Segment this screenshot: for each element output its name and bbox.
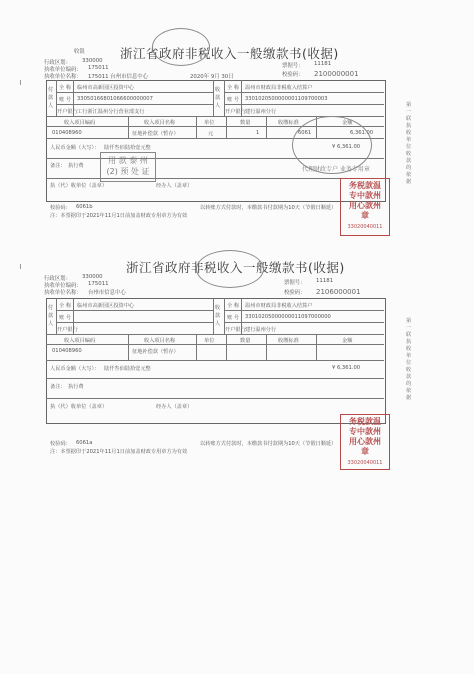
receipt-1-payer-bank-label: 开户银行 [57,109,78,115]
receipt-2-col-qty: 数量 [240,338,251,344]
receipt-2-serial-label: 校验码： [284,290,306,296]
receipt-1-instruction: 以转账方式付款时，本缴款书付款期为10天（节假日顺延） [200,205,337,211]
receipt-2-ticket-no: 11181 [316,278,334,284]
receipt-1-red-stamp-line-4: 章 [361,211,369,220]
receipt-1-payer-name-label: 全 称 [59,85,72,91]
receipt-2-instruction: 以转账方式付款时，本缴款书付款期为10天（节假日顺延） [200,441,337,447]
receipt-2-unit-code-label: 执收单位编码： [44,283,82,289]
receipt-2-payer-account-label: 账 号 [59,315,72,321]
receipt-1-col-std: 收缴标准 [278,120,299,126]
receipt-2-ticket-no-label: 票据号： [284,280,306,286]
receipt-2-total-upper: 陆仟叁佰陆拾壹元整 [104,366,151,372]
receipt-2 [0,252,474,517]
receipt-1-payee-account: 3301020500000001109700003 [245,96,328,102]
receipt-1-footer: 注：本票据印于2021年11月1日前加盖财政专用章方为有效 [50,213,188,219]
receipt-2-payer-name-label: 全 称 [59,303,72,309]
receipt-2-red-stamp-line-4: 章 [361,447,369,456]
receipt-1-payee-bank: 建行温州分行 [245,109,277,115]
receipt-2-title: 浙江省政府非税收入一般缴款书(收据) [126,260,345,275]
receipt-2-red-stamp-line-2: 专中款州 [349,427,381,436]
receipt-1-payer-account-label: 账 号 [59,97,72,103]
receipt-2-check-value: 6061a [76,440,93,446]
receipt-2-payee-name-label: 全 称 [227,303,240,309]
receipt-2-payee-bank: 建行温州分行 [245,327,277,333]
receipt-2-item-code: 010408960 [52,348,82,354]
receipt-2-payee-account: 33010205000000011097000000 [245,314,331,320]
receipt-1-item-amount: 6,361.00 [350,130,374,136]
receipt-1-check-label: 校验码： [50,205,71,211]
receipt-2-payer-name: 临州市高新园区投资中心 [77,303,135,309]
receipt-1-payee-bank-label: 开户银行 [225,109,246,115]
receipt-2-red-stamp-line-1: 务税款温 [349,417,381,426]
receipt-1-unit-name-label: 执收单位名称： [44,74,82,80]
receipt-2-unit-code: 175011 [88,281,109,287]
receipt-2-remark: 执行费 [68,384,84,390]
receipt-1-item-qty: 1 [256,130,260,136]
receipt-1-ticket-no: 11181 [314,61,332,67]
receipt-1-region-label: 行政区划： [44,60,71,66]
receipt-2-region-code: 330000 [82,274,103,280]
receipt-1-item-std: 6061 [298,130,312,136]
receipt-1-unit-code-label: 执收单位编码： [44,67,82,73]
receipt-1-total-upper: 陆仟叁佰陆拾壹元整 [104,145,151,151]
receipt-1-red-stamp [340,178,390,236]
receipt-2-round-stamp [196,250,264,288]
receipt-2-payee-heading: 收款人 [215,305,221,327]
receipt-1 [0,18,474,283]
receipt-2-handler-sign-label: 经办人（盖章） [156,404,193,410]
receipt-2-item-name: 征地补偿款（暂存） [132,349,179,355]
receipt-1-remark: 执行费 [68,163,84,169]
receipt-1-unit-name: 175011 台州市信息中心 [88,74,149,80]
receipt-1-remark-label: 备注： [50,163,66,169]
receipt-2-payee-account-label: 账 号 [227,315,240,321]
receipt-1-grey-stamp-line-1: 用 款 泰 州 [108,156,148,165]
receipt-2-col-std: 收缴标准 [278,338,299,344]
receipt-2-region-label: 行政区划： [44,276,71,282]
receipt-1-red-stamp-line-1: 务税款温 [349,181,381,190]
receipt-2-total-label: 人民币金额（大写）： [50,366,100,372]
receipt-1-total-label: 人民币金额（大写）： [50,145,100,151]
receipt-2-red-stamp [340,414,390,470]
receipt-1-red-stamp-number: 33020040011 [347,224,383,230]
receipt-1-round-stamp [152,28,210,66]
receipt-1-type-label: 收银 [74,49,85,55]
receipt-1-payer-heading: 付款人 [48,87,54,109]
receipt-2-remark-label: 备注： [50,384,66,390]
receipt-2-payer-bank-label: 开户银行 [57,327,78,333]
receipt-1-total-lower: ¥ 6,361.00 [332,144,361,150]
receipt-1-side-note: 第一联 执收单位收款的依据 [406,102,412,185]
receipt-2-total-lower: ¥ 6,361.00 [332,365,361,371]
receipt-1-serial-label: 校验码： [282,72,304,78]
receipt-2-unit-name: 台州市信息中心 [88,290,126,296]
receipt-2-payer-heading: 付款人 [48,305,54,327]
receipt-2-red-stamp-number: 33020040011 [347,460,383,466]
receipt-1-payer-account: 33050166801066600000007 [77,96,153,102]
receipt-1-item-name: 征地补偿款（暂存） [132,131,179,137]
receipt-2-check-label: 校验码： [50,441,71,447]
receipt-2-red-stamp-line-3: 用心款州 [349,437,381,446]
receipt-1-payee-account-label: 账 号 [227,97,240,103]
receipt-1-region-code: 330000 [82,58,103,64]
receipt-2-handler-label: 执（代）收单位（盖章） [50,404,108,410]
receipt-2-col-unit: 单位 [204,338,215,344]
receipt-1-col-unit: 单位 [204,120,215,126]
receipt-1-red-stamp-line-3: 用心款州 [349,201,381,210]
receipt-1-item-unit: 元 [208,131,214,137]
receipt-1-col-qty: 数量 [240,120,251,126]
receipt-1-unit-code: 175011 [88,65,109,71]
receipt-1-bank-stamp-text: 代理财政专户 业务专用章 [302,166,370,173]
receipt-2-payee-bank-label: 开户银行 [225,327,246,333]
receipt-1-grey-stamp-line-2: (2) 预 处 证 [106,167,150,176]
receipt-2-col-name: 收入项目名称 [144,338,176,344]
receipt-1-red-stamp-line-2: 专中款州 [349,191,381,200]
receipt-1-handler-label: 执（代）收单位（盖章） [50,183,108,189]
receipt-1-col-amount: 金额 [342,120,353,126]
receipt-1-item-code: 010408960 [52,130,82,136]
receipt-2-footer: 注：本票据印于2021年11月1日前加盖财政专用章方为有效 [50,449,188,455]
receipt-1-payee-heading: 收款人 [215,87,221,109]
receipt-1-col-name: 收入项目名称 [144,120,176,126]
receipt-1-payer-name: 临州市高新园区投资中心 [77,85,135,91]
receipt-1-date: 2020年 9月 30日 [190,74,234,80]
receipt-1-check-value: 6061b [76,204,93,210]
receipt-1-payee-name-label: 全 称 [227,85,240,91]
receipt-2-payee-name: 温州市财政局非税收入结算户 [245,303,313,309]
receipt-1-col-code: 收入项目编码 [64,120,96,126]
receipt-1-payee-name: 温州市财政局非税收入结算户 [245,85,313,91]
receipt-1-serial-no: 2100000001 [314,70,359,78]
receipt-2-side-note: 第一联 执收单位收款的依据 [406,318,412,401]
receipt-2-serial-no: 2106000001 [316,288,361,296]
receipt-1-grey-stamp [100,152,156,182]
receipt-1-handler-sign-label: 经办人（盖章） [156,183,193,189]
receipt-2-col-code: 收入项目编码 [64,338,96,344]
receipt-1-payer-bank: 工行浙江温州分行营业部支行 [77,109,145,115]
receipt-2-col-amount: 金额 [342,338,353,344]
receipt-1-title: 浙江省政府非税收入一般缴款书(收据) [120,46,339,61]
receipt-1-ticket-no-label: 票据号： [282,63,304,69]
receipt-2-unit-name-label: 执收单位名称： [44,290,82,296]
